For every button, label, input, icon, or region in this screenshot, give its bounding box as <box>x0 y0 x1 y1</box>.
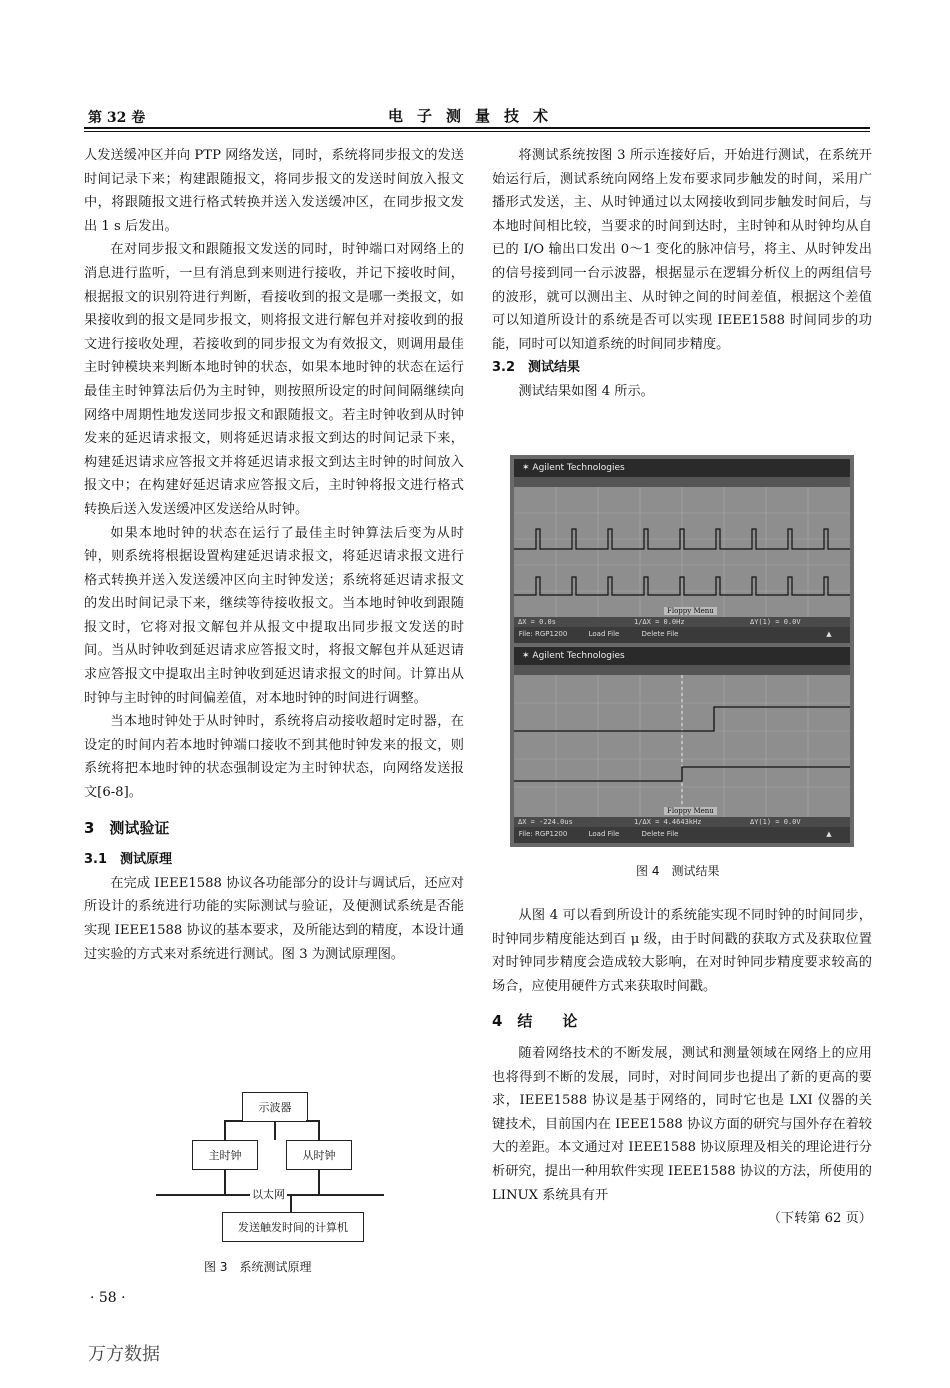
softkey-file[interactable]: File: RGP1200 <box>518 830 568 838</box>
scope-bottom-title: ✶ Agilent Technologies <box>514 647 850 665</box>
readout-dx: ΔX = 0.0s <box>518 618 556 626</box>
scope-top-grid <box>514 487 850 617</box>
continuation-note: （下转第 62 页） <box>767 1211 872 1227</box>
readout-dx: ΔX = -224.0us <box>518 818 573 826</box>
box-master-clock: 主时钟 <box>192 1140 258 1170</box>
softkey-delete-file[interactable]: Delete File <box>641 830 679 838</box>
waveform-slave-edge <box>514 767 850 781</box>
softkey-delete-file[interactable]: Delete File <box>641 630 679 638</box>
softkey-load-file[interactable]: Load File <box>588 630 620 638</box>
subsection-heading: 3.1 测试原理 <box>84 852 173 868</box>
up-arrow-icon[interactable]: ▲ <box>826 630 832 638</box>
readout-inv-dx: 1/ΔX = 0.0Hz <box>634 618 685 626</box>
scope-top-readout <box>514 617 850 627</box>
line-master-down <box>224 1169 226 1194</box>
softkey-load-file[interactable]: Load File <box>588 830 620 838</box>
scope-top-waveforms <box>514 487 850 617</box>
paragraph: 当本地时钟处于从时钟时，系统将启动接收超时定时器，在设定的时间内若本地时钟端口接收不到其他时钟发来的报文，则系统将把本地时钟的状态强制设定为主时钟状态，向网络发送报文[6-8]。 <box>84 714 464 801</box>
paragraph: 随着网络技术的不断发展，测试和测量领域在网络上的应用也将得到不断的发展，同时，对时间同步也提出了新的更高的要求，IEEE1588 协议是基于网络的，同时它也是 LXI 仪器的关键技术，目前国内在 IEEE1588 协议方面的研究与国外存在着较大的差距。本文通过对 IEEE1588 协议原理及相关的理论进行分析研究，提出一种用软件实现 IEEE1588 协议的方法，所使用的 LINUX 系统具有开 <box>492 1045 872 1203</box>
paragraph: 测试结果如图 4 所示。 <box>518 383 654 399</box>
scope-bottom <box>514 647 850 843</box>
figure-3-diagram <box>150 1082 390 1252</box>
line-scope-to-split <box>274 1121 276 1140</box>
paragraph: 将测试系统按图 3 所示连接好后，开始进行测试，在系统开始运行后，测试系统向网络上发布要求同步触发的时间，采用广播形式发送，主、从时钟通过以太网接收到同步触发时间后，与本地时间相比较，当要求的时间到达时，主时钟和从时钟均从自已的 I/O 输出口发出 0～1 变化的脉冲信号，将主、从时钟发出的信号接到同一台示波器，根据显示在逻辑分析仪上的两组信号的波形，就可以测出主、从时钟之间的时间差值，根据这个差值可以知道所设计的系统是否可以实现 IEEE1588 时间同步的功能，同时可以知道系统的时间同步精度。 <box>492 148 872 352</box>
ethernet-label: 以太网 <box>252 1188 285 1201</box>
box-oscilloscope: 示波器 <box>242 1092 308 1122</box>
line-master-to-scope <box>224 1120 242 1122</box>
paragraph: 在完成 IEEE1588 协议各功能部分的设计与调试后，还应对所设计的系统进行功能的实际测试与验证，及便测试系统是否能实现 IEEE1588 协议的基本要求，及所能达到的精度，本设计通过实验的方式来对系统进行测试。图 3 为测试原理图。 <box>84 875 464 962</box>
floppy-menu-label: Floppy Menu <box>664 607 717 615</box>
box-slave-clock: 从时钟 <box>286 1140 352 1170</box>
readout-dy: ΔY(1) = 0.0V <box>750 818 801 826</box>
header-rule-thin <box>84 131 870 132</box>
scope-top-status-bar <box>514 477 850 487</box>
line-slave-down <box>318 1169 320 1194</box>
brand-label: Agilent Technologies <box>532 651 625 661</box>
page-number: · 58 · <box>90 1290 126 1306</box>
volume-label: 第 32 卷 <box>88 110 146 126</box>
scope-bottom-waveforms <box>514 675 850 817</box>
left-column <box>84 144 464 966</box>
header-rule <box>84 127 870 129</box>
figure-4-scope <box>510 455 854 847</box>
line-computer-up <box>290 1194 292 1212</box>
right-column <box>492 144 872 404</box>
line-master-up <box>224 1120 226 1140</box>
right-column-lower <box>492 904 872 1231</box>
scope-bottom-grid <box>514 675 850 817</box>
scope-top-softkeys <box>514 627 850 643</box>
readout-dy: ΔY(1) = 0.0V <box>750 618 801 626</box>
scope-bottom-softkeys <box>514 827 850 843</box>
scope-top <box>514 459 850 643</box>
readout-inv-dx: 1/ΔX = 4.4643kHz <box>634 818 702 826</box>
scope-top-title: ✶ Agilent Technologies <box>514 459 850 477</box>
paragraph: 在对同步报文和跟随报文发送的同时，时钟端口对网络上的消息进行监听，一旦有消息到来则进行接收，并记下接收时间，根据报文的识别符进行判断，看接收到的报文是哪一类报文，如果接收到的报文是同步报文，则将报文进行解包并对接收到的报文进行接收处理，若接收到的同步报文为有效报文，则调用最佳主时钟模块来判断本地时钟的状态，如果本地时钟的状态在运行最佳主时钟算法后仍为主时钟，则按照所设定的时间间隔继续向网络中周期性地发送同步报文和跟随报文。若主时钟收到从时钟发来的延迟请求报文，则将延迟请求报文到达的时间记录下来，构建延迟请求应答报文并将延迟请求报文到达主时钟的时间放入报文中；在构建好延迟请求应答报文后，主时钟将报文进行格式转换后送入发送缓冲区发送给从时钟。 <box>84 242 464 517</box>
scope-bottom-status-bar <box>514 665 850 675</box>
section-heading: 4 结 论 <box>492 1012 578 1031</box>
section-heading: 3 测试验证 <box>84 818 170 837</box>
up-arrow-icon[interactable]: ▲ <box>826 830 832 838</box>
watermark: 万方数据 <box>88 1344 160 1365</box>
scope-bottom-readout <box>514 817 850 827</box>
paragraph: 人发送缓冲区并向 PTP 网络发送，同时，系统将同步报文的发送时间记录下来；构建跟随报文，将同步报文的发送时间放入报文中，将跟随报文进行格式转换并送入发送缓冲区，在同步报文发出 1 s 后发出。 <box>84 148 464 234</box>
journal-title: 电子测量技术 <box>388 107 563 125</box>
box-computer: 发送触发时间的计算机 <box>222 1212 364 1242</box>
figure-3-caption: 图 3 系统测试原理 <box>204 1260 312 1274</box>
line-slave-to-scope <box>306 1120 319 1122</box>
brand-label: Agilent Technologies <box>532 463 625 473</box>
subsection-heading: 3.2 测试结果 <box>492 360 581 376</box>
figure-4-caption: 图 4 测试结果 <box>636 864 720 878</box>
paragraph: 从图 4 可以看到所设计的系统能实现不同时钟的时间同步，时钟同步精度能达到百 μ 级，由于时间戳的获取方式及获取位置对时钟同步精度会造成较大影响，在对时钟同步精度要求较高的场合，应使用硬件方式来获取时间戳。 <box>492 908 872 994</box>
line-slave-up <box>318 1120 320 1140</box>
floppy-menu-label: Floppy Menu <box>664 807 717 815</box>
paragraph: 如果本地时钟的状态在运行了最佳主时钟算法后变为从时钟，则系统将根据设置构建延迟请求报文，将延迟请求报文进行格式转换并送入发送缓冲区向主时钟发送；系统将延迟请求报文的发出时间记录下来，继续等待接收报文。当本地时钟收到跟随报文时，它将对报文解包并从报文中提取出同步报文发送的时间。当从时钟收到延迟请求应答报文时，将报文解包并从延迟请求应答报文中提取出主时钟收到延迟请求报文的时间。计算出从时钟与主时钟的时间偏差值，对本地时钟的时间进行调整。 <box>84 525 464 706</box>
softkey-file[interactable]: File: RGP1200 <box>518 630 568 638</box>
